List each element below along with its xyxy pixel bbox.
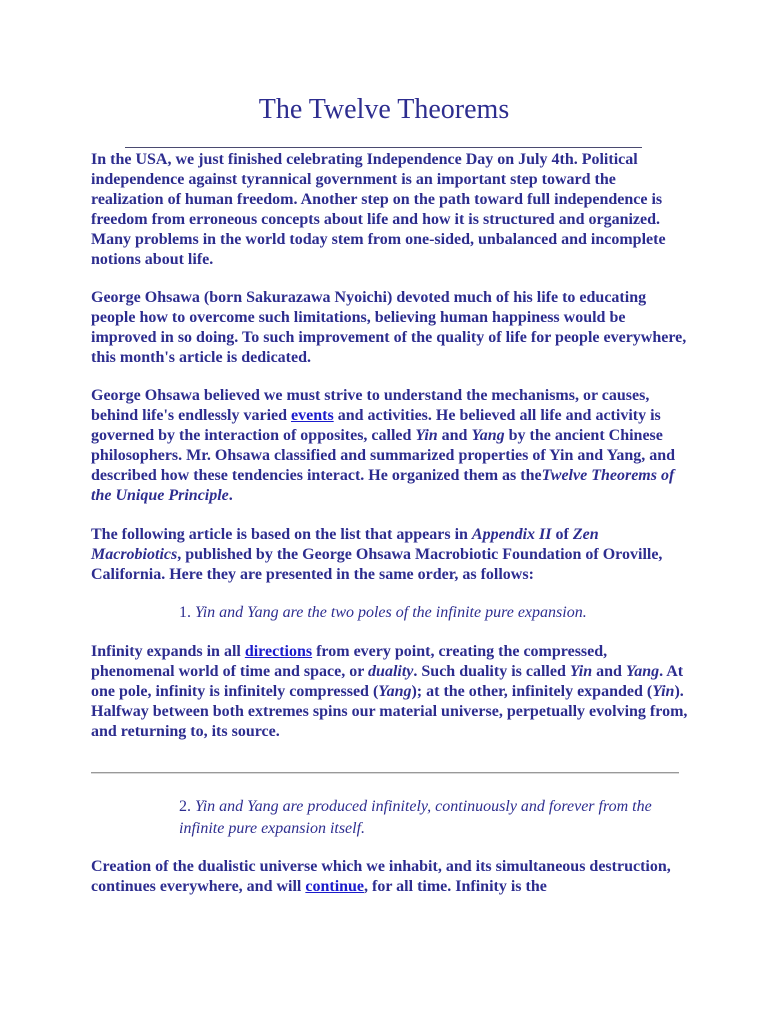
text-span: of — [551, 526, 573, 543]
yang-term: Yang — [378, 683, 412, 700]
theorem-number: 2. — [179, 798, 195, 815]
paragraph-intro: In the USA, we just finished celebrating Independence Day on July 4th. Political independence against tyrannical government is an important step toward the realization of human freedom. Another step on the path toward full independence is freedom from erroneous concepts about life and how it is structured and organized. Many problems in the world today stem from one-sided, unbalanced and incomplete notions about life. — [91, 151, 666, 268]
text-span: ). Halfway between both extremes spins our material universe, perpetually evolving from, and returning to, its source. — [91, 683, 688, 740]
yin-term: Yin — [652, 683, 675, 700]
theorem-number: 1. — [179, 604, 195, 621]
text-span: , published by the George Ohsawa Macrobiotic Foundation of Oroville, California. Here they are presented in the same order, as follows: — [91, 546, 663, 583]
book-title: Zen Macrobiotics — [91, 526, 599, 563]
paragraph-mechanisms — [91, 386, 691, 506]
yin-term: Yin — [569, 663, 593, 680]
theorems-title-italic: Twelve Theorems of the Unique Principle — [91, 467, 675, 504]
page-title: The Twelve Theorems — [258, 94, 510, 125]
events-link[interactable]: events — [291, 407, 334, 424]
text-span: by the ancient Chinese philosophers. Mr. Ohsawa classified and summarized properties of Yin and Yang, and described how these tendencies interact. He organized them as the — [91, 427, 676, 484]
text-span: . At one pole, infinity is infinitely compressed ( — [91, 663, 684, 700]
paragraph-ohsawa: George Ohsawa (born Sakurazawa Nyoichi) devoted much of his life to educating people how to overcome such limitations, believing human happiness would be improved in so doing. To such improvement of the quality of life for people everywhere, this month's article is dedicated. — [91, 289, 687, 366]
theorem-2 — [179, 796, 659, 840]
yin-term: Yin — [415, 427, 438, 444]
directions-link[interactable]: directions — [244, 643, 313, 660]
theorem-1 — [179, 602, 659, 624]
text-span: and — [592, 663, 626, 680]
text-span: , for all time. Infinity is the — [364, 878, 547, 895]
horizontal-divider — [91, 772, 679, 774]
text-span: ); at the other, infinitely expanded ( — [411, 683, 653, 700]
text-span: and activities. He believed all life and activity is governed by the interaction of opposites, called — [91, 407, 661, 444]
text-span: Creation of the dualistic universe which we inhabit, and its simultaneous destruction, continues everywhere, and will — [91, 858, 671, 895]
yang-term: Yang — [625, 663, 660, 680]
paragraph-creation — [91, 857, 691, 897]
text-span: Infinity expands in all — [91, 643, 245, 660]
theorem-text: Yin and Yang are the two poles of the infinite pure expansion. — [195, 604, 587, 621]
title-underline — [125, 147, 642, 148]
duality-term: duality — [368, 663, 414, 680]
text-span: from every point, creating the compressed, phenomenal world of time and space, or — [91, 643, 608, 680]
text-span: The following article is based on the list that appears in — [91, 526, 472, 543]
text-span: and — [437, 427, 472, 444]
text-span: . Such duality is called — [413, 663, 570, 680]
text-span: George Ohsawa believed we must strive to understand the mechanisms, or causes, behind life's endlessly varied — [91, 387, 650, 424]
text-span: . — [228, 487, 233, 504]
continue-link[interactable]: continue — [305, 878, 365, 895]
appendix-ref: Appendix II — [471, 526, 552, 543]
paragraph-source — [91, 525, 691, 585]
paragraph-infinity — [91, 642, 691, 742]
yang-term: Yang — [471, 427, 505, 444]
theorem-text: Yin and Yang are produced infinitely, continuously and forever from the infinite pure expansion itself. — [179, 798, 652, 837]
